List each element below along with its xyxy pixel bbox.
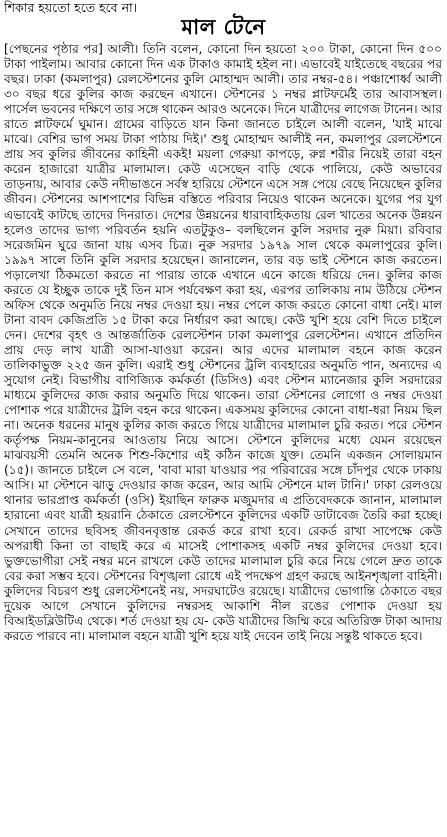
article-body-text: আলী। তিনি বলেন, কোনো দিন হয়তো ২০০ টাকা, কোনো দিন ৫০০ টাকা পাইলাম। আবার কোনো দিন এক টাকাও কামাই হইল না। এভাবেই যাইতেছে বছরের পর বছর। ঢাকা (কমলাপুর) রেলস্টেশনের কুলি মোহাম্মদ আলী। তার নম্বর-৫৪। পঞ্চাশোর্ধ্ব আলী ৩০ বছর ধরে কুলির কাজ করছেন এখানে। স্টেশনের ১ নম্বর প্লাটফর্মেই তার আবাসস্থল। পার্সেল ভবনের দক্ষিণে তার সঙ্গে থাকেন আরও অনেকে। দিনে যাত্রীদের লাগেজ টানেন। আর রাতে প্লাটফর্মে ঘুমান। গ্রামের বাড়িতে যান কিনা জানতে চাইলে আলী বলেন, 'যাই মাঝে মাঝে। বেশির ভাগ সময় টাকা পাঠায় দিই।' শুধু মোহাম্মদ আলীই নন, কমলাপুর রেলস্টেশনে প্রায় সব কুলির জীবনের কাহিনী একই! ময়লা গেরুয়া কাপড়ে, রুগ্ন শরীর নিয়েই তারা বহন করেন হাজারো যাত্রীর মালামাল। কেউ এসেছেন বাড়ি থেকে পালিয়ে, কেউ অভাবের তাড়নায়, আবার কেউ নদীভাঙনে সর্বস্ব হারিয়ে স্টেশনে এসে সঙ্গ পেয়ে বেছে নিয়েছেন কুলির জীবন। স্টেশনের আশপাশের বিভিন্ন বস্তিতে পরিবার নিয়েও থাকেন অনেকে। যুগের পর যুগ এভাবেই কাটছে তাদের দিনরাত। দেশের উন্নয়নের ধারাবাহিকতায় রেল খাতের অনেক উন্নয়ন হলেও তাদের ভাগ্য পরিবর্তন হয়নি এতটুকুও– বলছিলেন কুলি সরদার নুরু মিয়া। রবিবার সরেজমিন ঘুরে জানা যায় এসব চিত্র। নুরু সরদার ১৯৭৯ সাল থেকে কমলাপুরের কুলি। ১৯৯৭ সালে তিনি কুলি সরদার হয়েছেন। জানালেন, তার বড় ভাই স্টেশনে কাজ করতেন। পড়ালেখা ঠিকমতো করতে না পারায় তাকে এখানে এনে কাজে ধরিয়ে দেন। কুলির কাজ করতে যে ইচ্ছুক তাকে দুই তিন মাস পর্যবেক্ষণ করা হয়, এরপর তালিকায় নাম উঠিয়ে স্টেশন অফিস থেকে অনুমতি নিয়ে নম্বর দেওয়া হয়। নম্বর পেলে কাজ করতে কোনো বাধা নেই। মাল টানা বাবদ কেজিপ্রতি ১৫ টাকা করে নির্ধারণ করা আছে। কেউ খুশি হয়ে বেশি দিতে চাইলে দেন। দেশের বৃহৎ ও আন্তর্জাতিক রেলস্টেশন ঢাকা কমলাপুর রেলস্টেশন। এখানে প্রতিদিন প্রায় দেড় লাখ যাত্রী আসা-যাওয়া করেন। আর এদের মালামাল বহনে কাজ করেন তালিকাভুক্ত ২২৫ জন কুলি। এরাই শুধু স্টেশনের ট্রলি ব্যবহারের অনুমতি পান, অন্যদের এ সুযোগ নেই। বিভাগীয় বাণিজ্যিক কর্মকর্তা (ডিসিও) এবং স্টেশন ম্যানেজার কুলি সরদারের মাধ্যমে কুলিদের কাজ করার অনুমতি দিয়ে থাকেন। তারা স্টেশনের লোগো ও নম্বর দেওয়া পোশাক পরে যাত্রীদের ট্রলি বহন করে থাকেন। একসময় কুলিদের কোনো বাধা-ধরা নিয়ম ছিল না। অনেক ধরনের মানুষ কুলির কাজ করতে গিয়ে যাত্রীদের মালামাল চুরি করত। পরে স্টেশন কর্তৃপক্ষ নিয়ম-কানুনের আওতায় নিয়ে আসে। স্টেশনে কুলিদের মধ্যে যেমন রয়েছেন মাঝবয়সী তেমনি অনেক শিশু-কিশোর এই কঠিন কাজে যুক্ত। তেমনি একজন সোলায়মান (১৫)। জানতে চাইলে সে বলে, 'বাবা মারা যাওয়ার পর পরিবারের সঙ্গে চাঁদপুর থেকে ঢাকায় আসি। মা স্টেশনে ঝাড়ু দেওয়ার কাজ করেন, আর আমি স্টেশনে মাল টানি।' ঢাকা রেলওয়ে থানার ভারপ্রাপ্ত কর্মকর্তা (ওসি) ইয়াছিন ফারুক মজুমদার এ প্রতিবেদককে জানান, মালামাল হারানো এবং যাত্রী হয়রানি ঠেকাতে রেলস্টেশনে কুলিদের একটি ডাটাবেজ তৈরি করা হচ্ছে। সেখানে তাদের ছবিসহ জীবনবৃত্তান্ত রেকর্ড করে রাখা হবে। রেকর্ড রাখা সাপেক্ষে কেউ অপরাধী কিনা তা বাছাই করে এ মাসেই পোশাকসহ একটি নম্বর কুলিদের দেওয়া হবে। ভুক্তভোগীরা সেই নম্বর মনে রাখলে কেউ তাদের মালামাল চুরি করে নিয়ে গেলে দ্রুত তাকে বের করা সম্ভব হবে। স্টেশনের বিশৃঙ্খলা রোধে এই পদক্ষেপ গ্রহণ করছে আইনশৃঙ্খলা বাহিনী। কুলিদের বিচরণ শুধু রেলস্টেশনেই নয়, সদরঘাটেও রয়েছে। যাত্রীদের ভোগান্তি ঠেকাতে বছর দুয়েক আগে সেখানে কুলিদের নম্বরসহ আকাশি নীল রঙের পোশাক দেওয়া হয় বিআইডব্লিউটিএ থেকে। শর্ত দেওয়া হয় যে- কেউ যাত্রীদের জিম্মি করে অতিরিক্ত টাকা আদায় করতে পারবে না। মালামাল বহনে যাত্রী খুশি হয়ে যাই দেবেন তাই নিয়ে সন্তুষ্ট থাকতে হবে।: [4, 42, 443, 643]
continuation-label: [পেছনের পৃষ্ঠার পর]: [4, 42, 103, 56]
article-body: [4, 42, 442, 644]
previous-article-fragment: শিকার হয়তো হতে হবে না।: [4, 0, 138, 15]
article-headline: মাল টেনে: [181, 15, 266, 39]
